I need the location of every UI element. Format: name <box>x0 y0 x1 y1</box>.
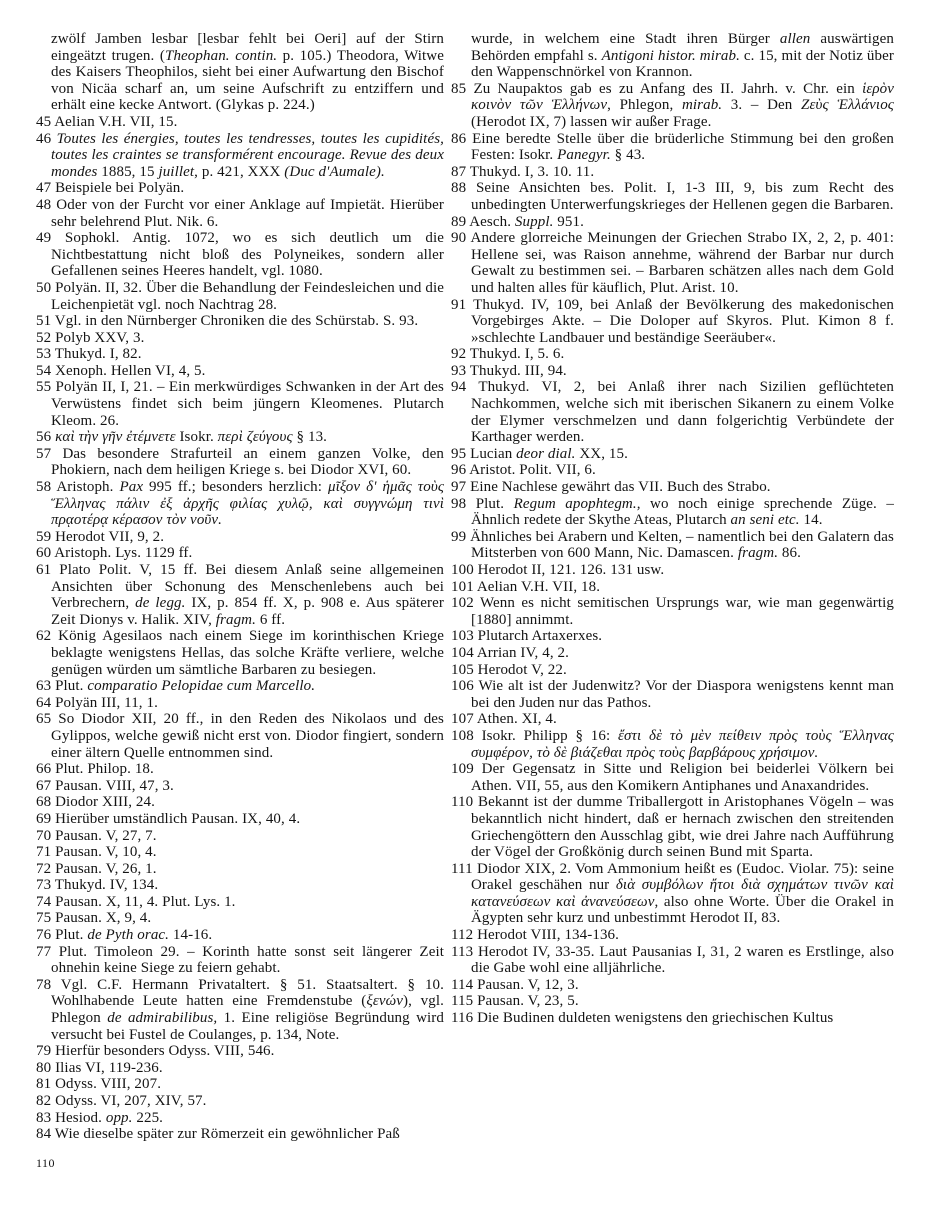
footnote-text-italic: opp. <box>105 1109 133 1126</box>
footnote-text: Andere glorreiche Meinungen der Griechen Strabo IX, 2, 2, p. 401: Hellene sei, was Raison annehme, während der Barbar nur durch Gewalt zu bestimmen sei. – Barbaren schätzen alles nach dem Gold und halten alles für käuflich, Plut. Arist. 10. <box>470 230 894 296</box>
footnote-text: Pausan. V, 27, 7. <box>55 827 157 844</box>
footnote-number: 91 <box>451 296 474 313</box>
footnote-text: Polyb XXV, 3. <box>55 329 145 346</box>
footnote-number: 46 <box>36 130 57 147</box>
footnote-text: Wie dieselbe später zur Römerzeit ein gewöhnlicher Paß <box>54 1126 400 1143</box>
footnote-text-italic: μῖξον δ' ἡμᾶς τοὺς Ἕλληνας πάλιν ἐξ ἀρχῆς φιλίας χυλῷ, καὶ συγγνώμη τινὶ πρᾳοτέρᾳ κέρασον τὸν νοῦν. <box>51 479 445 529</box>
footnote-75 <box>36 910 444 927</box>
footnote-text-italic: deor dial. <box>516 445 576 462</box>
footnote-text: Bekannt ist der dumme Triballergott in Aristophanes Vögeln – was bekanntlich nicht hindert, daß er hernach zwischen den streitenden Griechengöttern den Ausschlag gibt, wie drei Jahre nach Aufführung der Vögel der Großkönig durch seinen Bund mit Sparta. <box>471 794 894 861</box>
footnote-77 <box>36 944 444 977</box>
footnote-text: Plato Polit. V, 15 ff. Bei diesem Anlaß seine allgemeinen Ansichten über Schonung des Menschenlebens auch bei Verbrechern, <box>51 562 444 612</box>
footnote-number: 93 <box>451 362 470 379</box>
footnote-number: 54 <box>36 362 56 379</box>
footnote-text: p. 105.) Theodora, Witwe des Kaisers Theophilos, sieht bei einer Aufwartung den Bischof von Nicäa scharf an, um seine Aufschrift zu entziffern und erhält eine kecke Antwort. (Glykas p. 224.) <box>51 47 444 114</box>
footnote-text-italic: περὶ ζεύγους <box>217 429 293 446</box>
footnote-text: Sophokl. Antig. 1072, wo es sich deutlich um die Nichtbestattung nicht bloß des Polyneikes, sondern aller Gefallenen seines Heeres handelt, vgl. 1080. <box>51 230 444 280</box>
footnote-number: 61 <box>36 562 60 578</box>
footnote-60 <box>36 545 444 562</box>
footnote-text-italic: Suppl. <box>514 213 554 230</box>
footnote-108 <box>451 728 894 761</box>
footnote-89 <box>451 214 894 231</box>
footnote-text-italic: comparatio Pelopidae cum Marcello. <box>87 678 316 695</box>
footnote-text: Herodot V, 22. <box>477 661 567 678</box>
footnote-text: Plut. <box>55 678 88 695</box>
footnote-text: Zu Naupaktos gab es zu Anfang des II. Jahrh. v. Chr. ein <box>473 80 863 97</box>
footnote-text-italic: διὰ συμβόλων ἤτοι διὰ σχημάτων τινῶν καὶ κατανεύσεων καὶ ἀνανεύσεων <box>471 877 894 910</box>
footnote-71 <box>36 844 444 861</box>
footnote-number: 69 <box>36 810 56 827</box>
footnote-text-italic: ξενών <box>366 993 403 1010</box>
footnote-text: zwölf Jamben lesbar [lesbar fehlt bei Oeri] auf der Stirn eingeätzt trugen. ( <box>51 31 444 64</box>
footnote-102 <box>451 595 894 628</box>
footnote-text: Isokr. Philipp § 16: <box>481 727 619 744</box>
footnote-105 <box>451 662 894 679</box>
footnote-text: Eine beredte Stelle über die brüderliche Stimmung bei den großen Festen: Isokr. <box>471 130 894 164</box>
footnote-number: 83 <box>36 1109 56 1126</box>
footnote-number: 92 <box>451 346 470 363</box>
footnote-text: König Agesilaos nach einem Siege im korinthischen Kriege beklagte wenigstens Hellas, das solche Kräfte verliere, welche genügen würden um sämtliche Barbaren zu besiegen. <box>51 628 444 678</box>
footnote-number: 57 <box>36 445 63 462</box>
footnote-text-italic: ἱερὸν κοινὸν τῶν Ἑλλήνων <box>471 80 894 114</box>
footnote-text: Plut. Philop. 18. <box>55 761 154 778</box>
footnote-text: Das besondere Strafurteil an einem ganzen Volke, den Phokiern, nach dem heiligen Kriege s. bei Diodor XVI, 60. <box>51 445 444 479</box>
footnote-text: Thukyd. I, 5. 6. <box>469 346 565 363</box>
footnote-64 <box>36 695 444 712</box>
footnote-text: Lucian <box>470 445 517 462</box>
footnote-46 <box>36 131 444 181</box>
footnote-number: 81 <box>36 1076 56 1093</box>
footnote-101 <box>451 579 894 596</box>
footnote-57 <box>36 446 444 479</box>
footnote-text-italic: καὶ τὴν γῆν ἐτέμνετε <box>55 429 176 446</box>
footnote-text: Ilias VI, 119-236. <box>55 1059 163 1076</box>
footnote-text: Wenn es nicht semitischen Ursprungs war, wie man gegenwärtig [1880] annimmt. <box>471 595 894 628</box>
footnote-text: Thukyd. IV, 109, bei Anlaß der Bevölkerung des makedonischen Vorgebirges Akte. – Die Doloper auf Skyros. Plut. Kimon 8 f. »schlechte Landbauer und beständige Seeräuber«. <box>471 296 894 346</box>
footnote-text: Odyss. VIII, 207. <box>55 1076 162 1093</box>
footnote-number: 89 <box>451 213 470 230</box>
footnote-113 <box>451 944 894 977</box>
footnote-number: 101 <box>451 578 477 595</box>
footnote-text: , Phlegon, <box>607 97 682 114</box>
footnote-text: Hierfür besonders Odyss. VIII, 546. <box>55 1043 275 1060</box>
footnote-78 <box>36 977 444 1043</box>
footnote-text: Aelian V.H. VII, 15. <box>54 113 178 130</box>
footnote-text: § 43. <box>610 147 646 164</box>
footnote-104 <box>451 645 894 662</box>
footnote-text: IX, p. 854 ff. X, p. 908 e. Aus späterer Zeit Dionys v. Halik. XIV, <box>51 595 444 628</box>
footnote-text: Der Gegensatz in Sitte und Religion bei beiderlei Völkern bei Athen. VII, 55, aus den Komikern Antiphanes und Anaxandrides. <box>471 761 894 794</box>
footnote-text: Plut. <box>475 495 514 512</box>
footnote-53 <box>36 346 444 363</box>
footnote-number: 106 <box>451 678 479 695</box>
footnote-text-italic: Pax <box>119 479 144 496</box>
footnote-number: 97 <box>451 479 471 496</box>
footnote-94 <box>451 379 894 445</box>
footnote-continuation <box>36 31 444 114</box>
footnote-text: Thukyd. IV, 134. <box>54 877 159 894</box>
footnote-text: XX, 15. <box>575 445 628 462</box>
footnote-text: Aristot. Polit. VII, 6. <box>469 462 596 479</box>
footnote-number: 86 <box>451 130 473 147</box>
footnote-text-italic: (Duc d'Aumale). <box>284 163 385 180</box>
footnote-number: 72 <box>36 860 56 877</box>
footnote-text: Thukyd. I, 82. <box>54 346 142 363</box>
footnote-61 <box>36 562 444 628</box>
footnote-52 <box>36 330 444 347</box>
footnote-45 <box>36 114 444 131</box>
footnote-65 <box>36 711 444 761</box>
footnote-number: 53 <box>36 346 55 363</box>
footnote-continuation <box>451 31 894 81</box>
footnote-72 <box>36 861 444 878</box>
footnote-number: 80 <box>36 1059 56 1076</box>
footnote-text: 1. Eine religiöse Begründung wird versucht bei Fustel de Coulanges, p. 134, Note. <box>51 1010 444 1043</box>
footnote-text: wo noch einige sprechende Züge. – Ähnlich redete der Skythe Ateas, Plutarch <box>471 495 894 529</box>
footnote-number: 110 <box>451 794 478 811</box>
footnote-98 <box>451 496 894 529</box>
footnote-text-italic: Antigoni histor. mirab. <box>601 47 740 64</box>
footnote-text-italic: fragm. <box>215 611 256 628</box>
footnote-text: § 13. <box>292 429 328 446</box>
footnote-number: 104 <box>451 644 477 661</box>
footnote-text: So Diodor XII, 20 ff., in den Reden des Nikolaos und des Gylippos, welche gewiß nicht erst von. Diodor fingiert, sondern einer ältern Quelle entnommen sind. <box>51 711 444 761</box>
footnote-text: 225. <box>132 1109 164 1126</box>
footnote-number: 105 <box>451 661 478 678</box>
footnote-number: 70 <box>36 827 56 844</box>
footnote-112 <box>451 927 894 944</box>
footnote-81 <box>36 1076 444 1093</box>
footnote-text: 14-16. <box>169 927 213 944</box>
footnote-number: 94 <box>451 379 479 396</box>
footnote-text-italic: Toutes les énergies, toutes les tendresses, toutes les cupidités, toutes les craintes se transformérent encourage. Revue des deux mondes <box>51 130 444 180</box>
footnote-text: Diodor XIII, 24. <box>55 794 155 811</box>
footnote-number: 66 <box>36 761 56 778</box>
footnote-66 <box>36 761 444 778</box>
footnote-number: 109 <box>451 761 482 778</box>
footnote-text: Pausan. VIII, 47, 3. <box>55 777 174 794</box>
footnote-text: Hierüber umständlich Pausan. IX, 40, 4. <box>55 810 301 827</box>
footnote-text: Aelian V.H. VII, 18. <box>476 578 601 595</box>
footnote-76 <box>36 927 444 944</box>
footnote-text-italic: Regum apophtegm., <box>513 495 641 512</box>
footnote-54 <box>36 363 444 380</box>
footnote-text: Thukyd. VI, 2, bei Anlaß ihrer nach Sizilien geflüchteten Nachkommen, welche sich mit iberischen Sikanern zu einem Volke der Elymer verschmelzen und dann folgerichtig Verbündete der Karthager werden. <box>471 379 894 446</box>
footnote-text: Plutarch Artaxerxes. <box>477 628 603 645</box>
footnote-text-italic: juillet <box>158 163 195 180</box>
footnote-number: 77 <box>36 943 59 960</box>
footnote-number: 52 <box>36 329 56 346</box>
footnote-text: Odyss. VI, 207, XIV, 57. <box>55 1093 207 1109</box>
footnote-number: 113 <box>451 943 478 960</box>
footnote-74 <box>36 894 444 911</box>
footnote-number: 111 <box>451 860 478 877</box>
footnote-text: Xenoph. Hellen VI, 4, 5. <box>55 362 206 379</box>
footnote-text: Pausan. V, 26, 1. <box>55 860 157 877</box>
footnote-number: 82 <box>36 1093 56 1109</box>
footnote-text: Herodot VIII, 134-136. <box>477 927 619 944</box>
footnote-number: 112 <box>451 927 478 944</box>
footnote-text: auswärtigen Behörden empfahl s. <box>471 31 894 64</box>
footnote-number: 49 <box>36 230 65 247</box>
footnote-116 <box>451 1010 894 1027</box>
footnote-text-italic: Ζεὺς Ἑλλάνιος <box>801 97 894 114</box>
page-number: 110 <box>36 1156 56 1170</box>
footnote-text: Aristoph. <box>56 479 120 496</box>
footnote-number: 79 <box>36 1043 56 1060</box>
footnote-115 <box>451 993 894 1010</box>
footnote-69 <box>36 811 444 828</box>
footnote-number: 84 <box>36 1126 55 1143</box>
footnote-text: Oder von der Furcht vor einer Anklage auf Impietät. Hierüber sehr belehrend Plut. Nik. 6. <box>51 196 444 230</box>
footnote-text: Pausan. V, 23, 5. <box>477 993 579 1010</box>
right-column <box>451 31 894 1027</box>
footnote-text: Pausan. X, 11, 4. Plut. Lys. 1. <box>55 893 236 910</box>
footnote-73 <box>36 877 444 894</box>
footnote-84 <box>36 1126 444 1143</box>
footnote-text: c. 15, mit der Notiz über den Wappenschnörkel von Krannon. <box>471 47 894 81</box>
footnote-86 <box>451 131 894 164</box>
footnote-number: 55 <box>36 379 56 396</box>
footnote-59 <box>36 529 444 546</box>
footnote-text: Plut. <box>55 927 88 944</box>
footnote-text: 1885, 15 <box>97 163 159 180</box>
footnote-text: Hesiod. <box>55 1109 106 1126</box>
footnote-number: 51 <box>36 313 55 330</box>
footnote-number: 99 <box>451 528 471 545</box>
footnote-number: 115 <box>451 993 478 1010</box>
footnote-82 <box>36 1093 444 1110</box>
footnote-text: 14. <box>799 512 823 529</box>
footnote-number: 56 <box>36 429 56 446</box>
footnote-text-italic: Panegyr. <box>557 147 611 164</box>
footnote-text-italic: fragm. <box>737 545 779 562</box>
footnote-83 <box>36 1110 444 1127</box>
footnote-number: 64 <box>36 694 56 711</box>
footnote-text: Herodot IV, 33-35. Laut Pausanias I, 31, 2 waren es Erstlinge, also die Gabe wohl eine alljährliche. <box>471 943 895 977</box>
left-column <box>36 31 444 1143</box>
footnote-number: 59 <box>36 528 56 545</box>
footnote-number: 95 <box>451 445 471 462</box>
footnote-text-italic: de admirabilibus, <box>107 1010 218 1027</box>
footnote-number: 67 <box>36 777 56 794</box>
footnote-text-italic: allen <box>779 31 811 47</box>
footnote-text: 951. <box>553 213 584 230</box>
footnote-47 <box>36 180 444 197</box>
footnote-67 <box>36 778 444 795</box>
footnote-text: Pausan. X, 9, 4. <box>55 910 152 927</box>
footnote-text: Arrian IV, 4, 2. <box>476 644 569 661</box>
footnote-text: 6 ff. <box>255 611 286 628</box>
footnote-text: 995 ff.; besonders herzlich: <box>143 479 329 496</box>
footnote-number: 58 <box>36 479 57 496</box>
footnote-number: 73 <box>36 877 55 894</box>
footnote-109 <box>451 761 894 794</box>
footnote-88 <box>451 180 894 213</box>
footnote-number: 71 <box>36 844 56 861</box>
footnote-number: 108 <box>451 727 482 744</box>
footnote-48 <box>36 197 444 230</box>
footnote-49 <box>36 230 444 280</box>
footnote-number: 114 <box>451 976 478 993</box>
footnote-number: 47 <box>36 180 56 197</box>
footnote-number: 75 <box>36 910 56 927</box>
footnote-92 <box>451 346 894 363</box>
footnote-number: 102 <box>451 595 480 612</box>
footnote-number: 96 <box>451 462 470 479</box>
footnote-90 <box>451 230 894 296</box>
footnote-number: 116 <box>451 1010 478 1027</box>
footnote-text-italic: de Pyth orac. <box>87 927 170 944</box>
footnote-text: Aristoph. Lys. 1129 ff. <box>54 545 193 562</box>
footnote-99 <box>451 529 894 562</box>
footnote-number: 78 <box>36 976 61 993</box>
footnote-text: Die Budinen duldeten wenigstens den griechischen Kultus <box>477 1010 834 1027</box>
footnote-text: Diodor XIX, 2. Vom Ammonium heißt es (Eudoc. Violar. 75): seine Orakel geschähen nur <box>471 860 894 894</box>
footnote-text: Herodot VII, 9, 2. <box>55 528 165 545</box>
footnote-text: 86. <box>778 545 801 562</box>
footnote-68 <box>36 794 444 811</box>
footnote-number: 98 <box>451 495 476 512</box>
footnote-111 <box>451 861 894 927</box>
footnote-107 <box>451 711 894 728</box>
footnote-text: Beispiele bei Polyän. <box>55 180 185 197</box>
footnote-text: Plut. Timoleon 29. – Korinth hatte sonst seit längerer Zeit ohnehin keine Siege zu feiern gehabt. <box>51 943 444 977</box>
footnote-97 <box>451 479 894 496</box>
footnote-91 <box>451 297 894 347</box>
footnote-number: 68 <box>36 794 56 811</box>
footnote-63 <box>36 678 444 695</box>
footnote-114 <box>451 977 894 994</box>
footnote-number: 65 <box>36 711 59 728</box>
footnote-number: 100 <box>451 562 478 578</box>
footnote-56 <box>36 429 444 446</box>
footnote-text: Thukyd. III, 94. <box>469 362 567 379</box>
footnote-text: 3. – Den <box>722 97 802 114</box>
footnote-62 <box>36 628 444 678</box>
footnote-text: Aesch. <box>469 213 515 230</box>
footnote-number: 74 <box>36 893 56 910</box>
footnote-50 <box>36 280 444 313</box>
footnote-93 <box>451 363 894 380</box>
footnote-95 <box>451 446 894 463</box>
footnote-text: Thukyd. I, 3. 10. 11. <box>469 163 595 180</box>
footnote-110 <box>451 794 894 860</box>
footnote-text: Polyän. II, 32. Über die Behandlung der Feindesleichen und die Leichenpietät vgl. noch Nachtrag 28. <box>51 279 444 313</box>
footnote-number: 48 <box>36 196 57 213</box>
footnote-text: Ähnliches bei Arabern und Kelten, – namentlich bei den Galatern das Mitsterben von 600 Mann, Nic. Damascen. <box>470 528 894 562</box>
footnote-100 <box>451 562 894 579</box>
footnote-number: 88 <box>451 180 476 197</box>
footnote-text-italic: mirab. <box>681 97 723 114</box>
footnote-text: Pausan. V, 10, 4. <box>55 844 157 861</box>
footnote-text: Isokr. <box>175 429 218 446</box>
footnote-51 <box>36 313 444 330</box>
footnote-103 <box>451 628 894 645</box>
footnote-number: 87 <box>451 163 470 180</box>
footnote-96 <box>451 462 894 479</box>
footnote-text: Herodot II, 121. 126. 131 usw. <box>477 562 665 578</box>
footnote-text: , also ohne Worte. Über die Orakel in Ägypten sehr kurz und unbestimmt Herodot II, 83. <box>471 893 894 927</box>
footnote-text: Polyän III, 11, 1. <box>55 694 158 711</box>
footnote-87 <box>451 164 894 181</box>
footnote-number: 63 <box>36 678 56 695</box>
footnote-text: , p. 421, XXX <box>194 163 285 180</box>
footnote-number: 62 <box>36 628 59 645</box>
footnote-number: 50 <box>36 279 56 296</box>
footnote-85 <box>451 81 894 131</box>
footnote-58 <box>36 479 444 529</box>
footnote-106 <box>451 678 894 711</box>
footnote-text: Vgl. C.F. Hermann Privataltert. § 51. Staatsaltert. § 10. Wohlhabende Leute hatten eine Fremdenstube ( <box>51 976 444 1010</box>
footnote-text: Seine Ansichten bes. Polit. I, 1-3 III, 9, bis zum Recht des unbedingten Unterwerfungskrieges der Hellenen gegen die Barbaren. <box>471 180 894 213</box>
footnote-text: Wie alt ist der Judenwitz? Vor der Diaspora wenigstens kennt man bei den Juden nur das Pathos. <box>471 678 894 711</box>
footnote-text: (Herodot IX, 7) lassen wir außer Frage. <box>471 113 712 130</box>
footnote-text: Athen. XI, 4. <box>476 711 557 728</box>
footnote-text-italic: an seni etc. <box>730 512 800 529</box>
footnote-79 <box>36 1043 444 1060</box>
footnote-80 <box>36 1060 444 1077</box>
footnote-number: 45 <box>36 113 55 130</box>
footnote-text: Eine Nachlese gewährt das VII. Buch des Strabo. <box>470 479 771 496</box>
footnote-text-italic: de legg. <box>135 595 186 612</box>
footnote-70 <box>36 828 444 845</box>
footnote-number: 107 <box>451 711 477 728</box>
footnote-text: ), vgl. Phlegon <box>51 993 444 1027</box>
footnote-text: Polyän II, I, 21. – Ein merkwürdiges Schwanken in der Art des Verwüstens findet sich beim jüngern Kleomenes. Plutarch Kleom. 26. <box>51 379 444 429</box>
footnote-text-italic: ἔστι δὲ τὸ μὲν πείθειν πρὸς τοὺς Ἕλληνας συμφέρον, τὸ δὲ βιάζεθαι πρὸς τοὺς βαρβάρους χρήσιμον. <box>471 727 894 761</box>
footnote-text: Pausan. V, 12, 3. <box>477 976 579 993</box>
footnote-text-italic: Theophan. contin. <box>165 47 278 64</box>
footnote-number: 103 <box>451 628 478 645</box>
footnote-text: wurde, in welchem eine Stadt ihren Bürger <box>471 31 780 47</box>
footnote-text: Vgl. in den Nürnberger Chroniken die des Schürstab. S. 93. <box>54 313 419 330</box>
footnote-number: 85 <box>451 80 474 97</box>
footnote-number: 76 <box>36 927 56 944</box>
footnote-number: 60 <box>36 545 55 562</box>
footnote-55 <box>36 379 444 429</box>
footnote-number: 90 <box>451 230 471 247</box>
